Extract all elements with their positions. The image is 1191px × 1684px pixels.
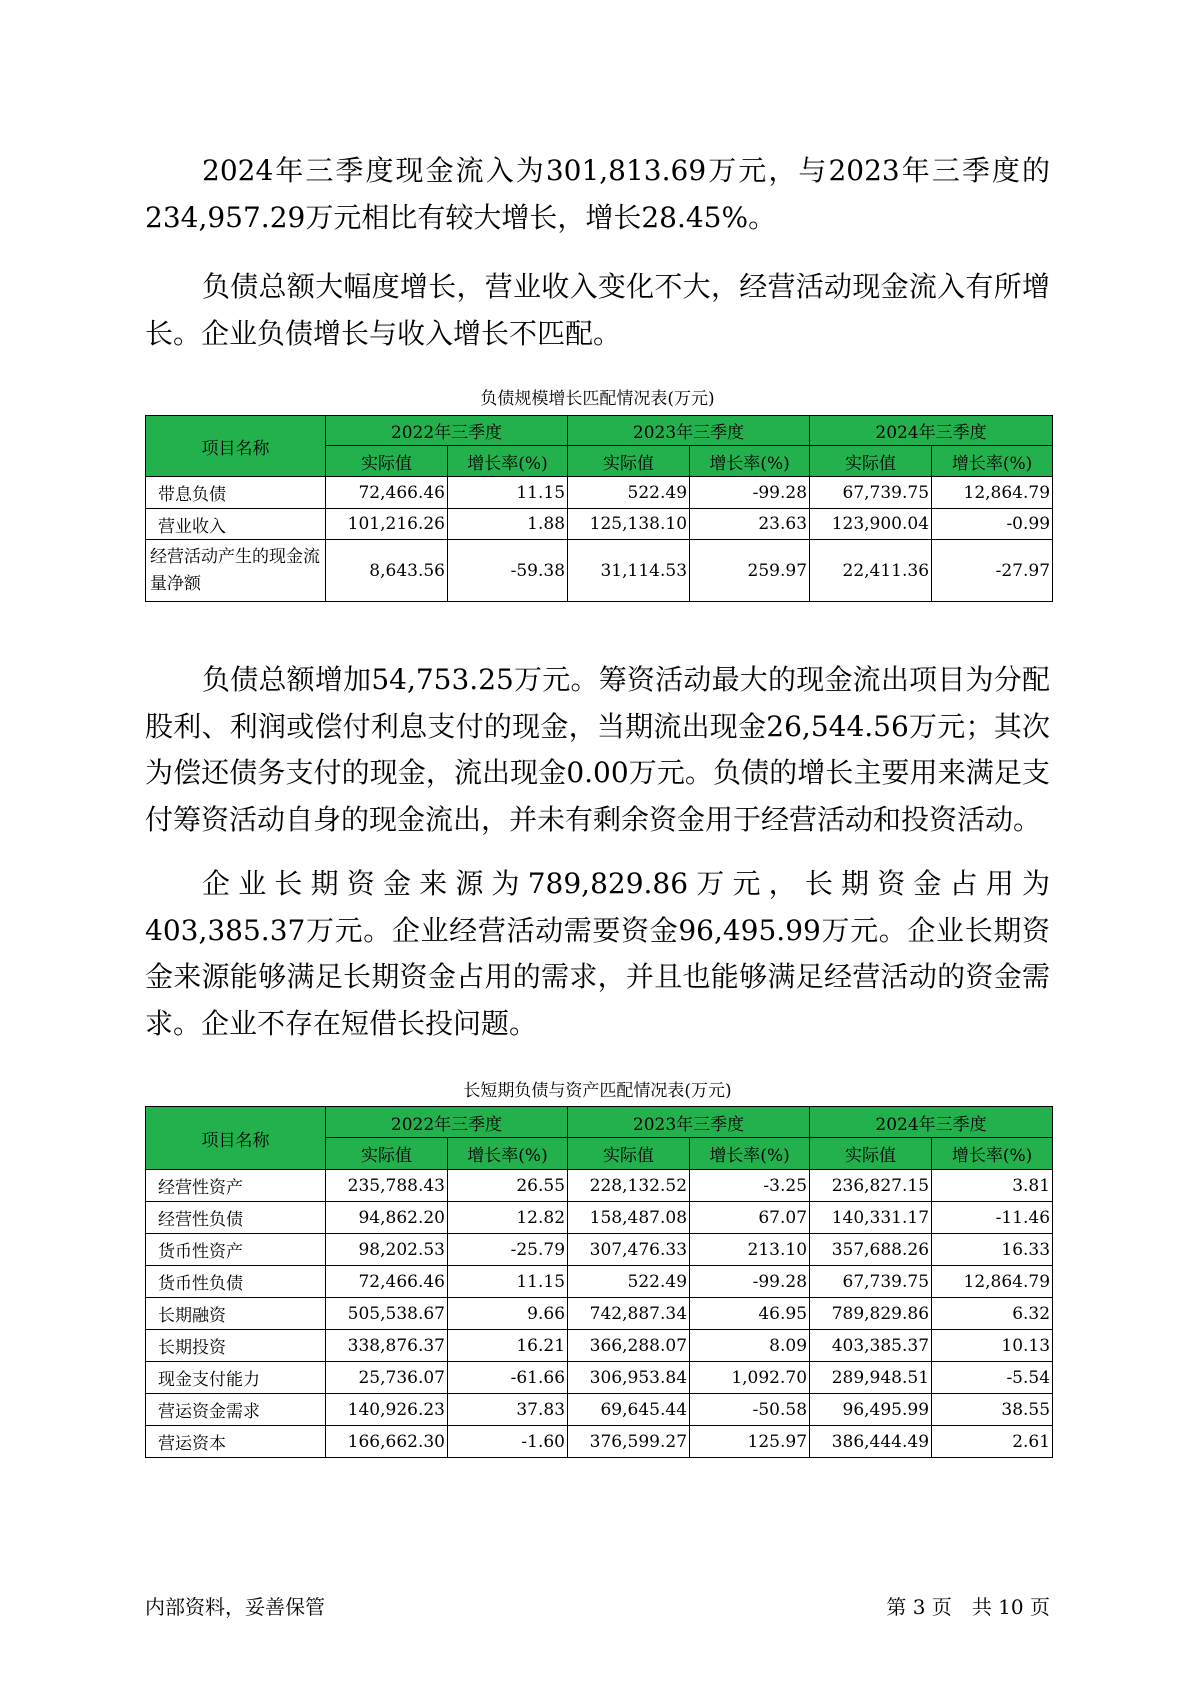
cell-value: 11.15 <box>448 1266 568 1298</box>
item-name-header: 项目名称 <box>146 416 326 477</box>
cell-value: 22,411.36 <box>810 540 932 602</box>
cell-value: 306,953.84 <box>568 1362 690 1394</box>
cell-value: -50.58 <box>690 1394 810 1426</box>
asset-liability-match-table <box>145 1106 1053 1458</box>
table-row <box>146 477 1053 509</box>
table-row <box>146 1394 1053 1426</box>
cell-value: 16.21 <box>448 1330 568 1362</box>
period-header: 2022年三季度 <box>326 416 568 446</box>
cell-value: 259.97 <box>690 540 810 602</box>
cell-value: 8,643.56 <box>326 540 448 602</box>
table-row <box>146 1298 1053 1330</box>
cell-value: -27.97 <box>932 540 1053 602</box>
sub-header: 增长率(%) <box>690 446 810 477</box>
sub-header: 实际值 <box>326 446 448 477</box>
table-row <box>146 1426 1053 1458</box>
footer-page-number: 第 3 页 共 10 页 <box>886 1595 1050 1619</box>
cell-value: 386,444.49 <box>810 1426 932 1458</box>
cell-value: 10.13 <box>932 1330 1053 1362</box>
cell-value: 96,495.99 <box>810 1394 932 1426</box>
cell-value: 3.81 <box>932 1170 1053 1202</box>
row-name: 经营活动产生的现金流量净额 <box>146 540 326 602</box>
cell-value: 16.33 <box>932 1234 1053 1266</box>
row-name: 经营性负债 <box>146 1202 326 1234</box>
cell-value: -99.28 <box>690 1266 810 1298</box>
sub-header: 增长率(%) <box>690 1138 810 1170</box>
period-header: 2024年三季度 <box>810 1107 1053 1138</box>
table-row <box>146 1202 1053 1234</box>
period-header: 2023年三季度 <box>568 416 810 446</box>
table1-caption: 负债规模增长匹配情况表(万元) <box>480 389 715 409</box>
cell-value: 9.66 <box>448 1298 568 1330</box>
cell-value: 6.32 <box>932 1298 1053 1330</box>
cell-value: 140,331.17 <box>810 1202 932 1234</box>
sub-header: 实际值 <box>568 446 690 477</box>
cell-value: 37.83 <box>448 1394 568 1426</box>
cell-value: 23.63 <box>690 509 810 540</box>
cell-value: 338,876.37 <box>326 1330 448 1362</box>
cell-value: -25.79 <box>448 1234 568 1266</box>
paragraph-liability-growth: 负债总额大幅度增长，营业收入变化不大，经营活动现金流入有所增长。企业负债增长与收入增长不匹配。 <box>145 270 1050 350</box>
cell-value: 11.15 <box>448 477 568 509</box>
cell-value: -99.28 <box>690 477 810 509</box>
sub-header: 实际值 <box>810 446 932 477</box>
cell-value: 158,487.08 <box>568 1202 690 1234</box>
sub-header: 实际值 <box>810 1138 932 1170</box>
cell-value: 31,114.53 <box>568 540 690 602</box>
cell-value: 98,202.53 <box>326 1234 448 1266</box>
cell-value: 25,736.07 <box>326 1362 448 1394</box>
cell-value: 67,739.75 <box>810 477 932 509</box>
cell-value: 26.55 <box>448 1170 568 1202</box>
item-name-header: 项目名称 <box>146 1107 326 1170</box>
paragraph-cash-inflow: 2024年三季度现金流入为301,813.69万元，与2023年三季度的234,957.29万元相比有较大增长，增长28.45%。 <box>145 154 1050 234</box>
cell-value: 125,138.10 <box>568 509 690 540</box>
cell-value: 72,466.46 <box>326 1266 448 1298</box>
cell-value: 522.49 <box>568 477 690 509</box>
row-name: 长期融资 <box>146 1298 326 1330</box>
sub-header: 实际值 <box>326 1138 448 1170</box>
sub-header: 增长率(%) <box>448 446 568 477</box>
paragraph-financing-outflow: 负债总额增加54,753.25万元。筹资活动最大的现金流出项目为分配股利、利润或偿付利息支付的现金，当期流出现金26,544.56万元；其次为偿还债务支付的现金，流出现金0.00万元。负债的增长主要用来满足支付筹资活动自身的现金流出，并未有剩余资金用于经营活动和投资活动。 <box>145 663 1050 836</box>
sub-header: 实际值 <box>568 1138 690 1170</box>
table-row <box>146 1330 1053 1362</box>
cell-value: 403,385.37 <box>810 1330 932 1362</box>
footer-confidential-note: 内部资料，妥善保管 <box>145 1595 325 1619</box>
cell-value: 289,948.51 <box>810 1362 932 1394</box>
cell-value: -5.54 <box>932 1362 1053 1394</box>
sub-header: 增长率(%) <box>932 1138 1053 1170</box>
cell-value: -59.38 <box>448 540 568 602</box>
row-name: 长期投资 <box>146 1330 326 1362</box>
cell-value: 505,538.67 <box>326 1298 448 1330</box>
cell-value: -0.99 <box>932 509 1053 540</box>
row-name: 带息负债 <box>146 477 326 509</box>
liability-growth-table <box>145 415 1053 602</box>
sub-header: 增长率(%) <box>932 446 1053 477</box>
row-name: 经营性资产 <box>146 1170 326 1202</box>
cell-value: 307,476.33 <box>568 1234 690 1266</box>
cell-value: 235,788.43 <box>326 1170 448 1202</box>
cell-value: -3.25 <box>690 1170 810 1202</box>
cell-value: 236,827.15 <box>810 1170 932 1202</box>
cell-value: -1.60 <box>448 1426 568 1458</box>
row-name: 营运资金需求 <box>146 1394 326 1426</box>
cell-value: 2.61 <box>932 1426 1053 1458</box>
cell-value: 742,887.34 <box>568 1298 690 1330</box>
cell-value: 522.49 <box>568 1266 690 1298</box>
sub-header: 增长率(%) <box>448 1138 568 1170</box>
cell-value: 123,900.04 <box>810 509 932 540</box>
table-row <box>146 1362 1053 1394</box>
cell-value: -11.46 <box>932 1202 1053 1234</box>
cell-value: 213.10 <box>690 1234 810 1266</box>
cell-value: 72,466.46 <box>326 477 448 509</box>
table2-caption: 长短期负债与资产匹配情况表(万元) <box>463 1081 732 1101</box>
cell-value: 67,739.75 <box>810 1266 932 1298</box>
table-row <box>146 540 1053 602</box>
cell-value: 228,132.52 <box>568 1170 690 1202</box>
cell-value: 376,599.27 <box>568 1426 690 1458</box>
cell-value: 366,288.07 <box>568 1330 690 1362</box>
cell-value: 789,829.86 <box>810 1298 932 1330</box>
table-row <box>146 509 1053 540</box>
paragraph-long-term-funds: 企业长期资金来源为789,829.86万元，长期资金占用为403,385.37万元。企业经营活动需要资金96,495.99万元。企业长期资金来源能够满足长期资金占用的需求，并且也能够满足经营活动的资金需求。企业不存在短借长投问题。 <box>145 867 1050 1040</box>
cell-value: -61.66 <box>448 1362 568 1394</box>
cell-value: 12,864.79 <box>932 1266 1053 1298</box>
cell-value: 8.09 <box>690 1330 810 1362</box>
cell-value: 125.97 <box>690 1426 810 1458</box>
table-row <box>146 1170 1053 1202</box>
period-header: 2024年三季度 <box>810 416 1053 446</box>
cell-value: 140,926.23 <box>326 1394 448 1426</box>
table-row <box>146 1266 1053 1298</box>
cell-value: 166,662.30 <box>326 1426 448 1458</box>
period-header: 2022年三季度 <box>326 1107 568 1138</box>
row-name: 营业收入 <box>146 509 326 540</box>
cell-value: 12.82 <box>448 1202 568 1234</box>
cell-value: 1,092.70 <box>690 1362 810 1394</box>
cell-value: 94,862.20 <box>326 1202 448 1234</box>
cell-value: 357,688.26 <box>810 1234 932 1266</box>
row-name: 货币性负债 <box>146 1266 326 1298</box>
cell-value: 12,864.79 <box>932 477 1053 509</box>
cell-value: 67.07 <box>690 1202 810 1234</box>
cell-value: 46.95 <box>690 1298 810 1330</box>
row-name: 现金支付能力 <box>146 1362 326 1394</box>
period-header: 2023年三季度 <box>568 1107 810 1138</box>
table-row <box>146 1234 1053 1266</box>
cell-value: 101,216.26 <box>326 509 448 540</box>
row-name: 货币性资产 <box>146 1234 326 1266</box>
cell-value: 38.55 <box>932 1394 1053 1426</box>
cell-value: 1.88 <box>448 509 568 540</box>
cell-value: 69,645.44 <box>568 1394 690 1426</box>
row-name: 营运资本 <box>146 1426 326 1458</box>
